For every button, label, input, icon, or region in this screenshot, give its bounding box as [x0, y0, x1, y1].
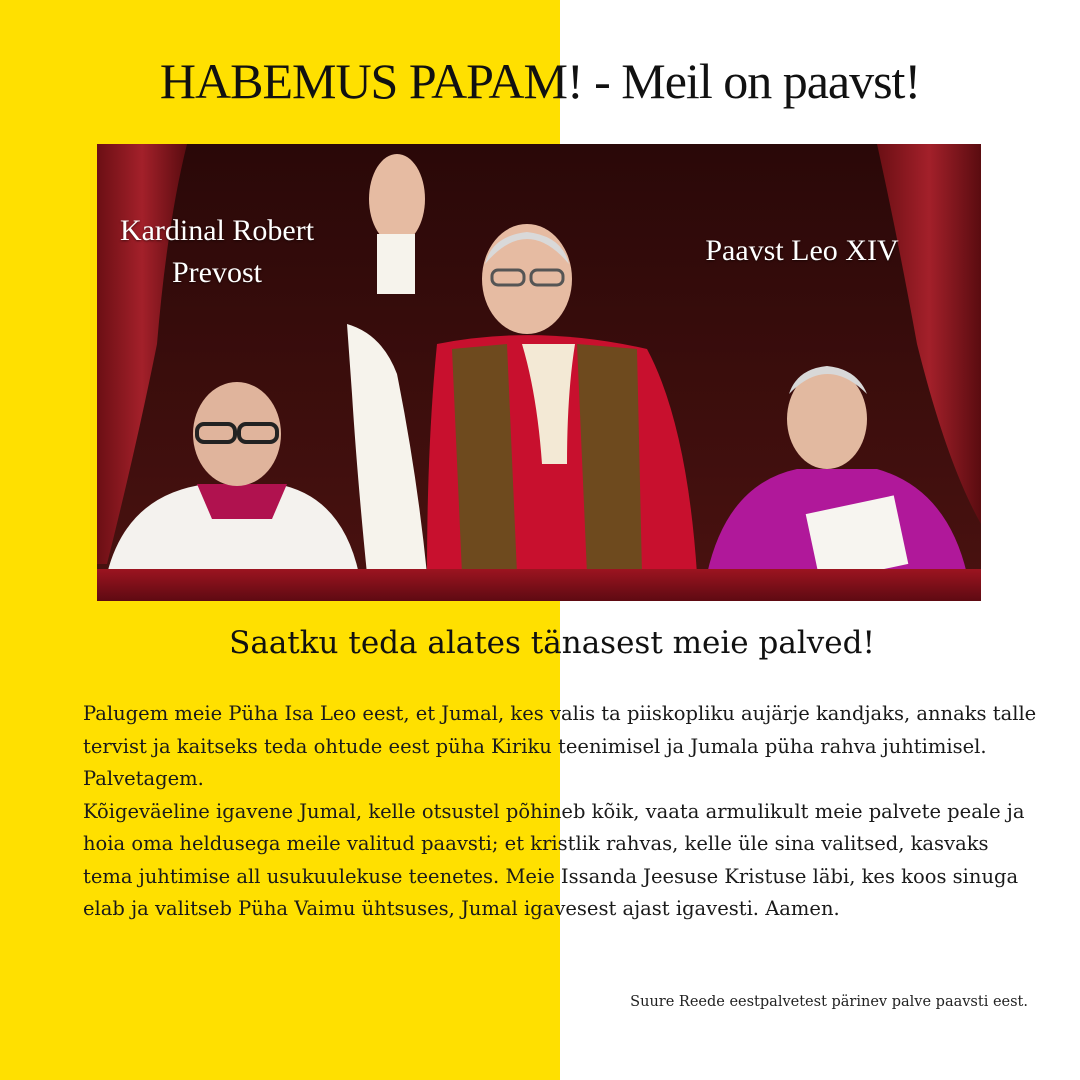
title-latin: HABEMUS PAPAM! — [159, 53, 583, 109]
prayer-paragraph-invitation: Palvetagem. — [83, 767, 204, 790]
page-title — [0, 52, 1080, 110]
prayer-text — [83, 698, 1043, 926]
balcony-drape — [97, 569, 981, 601]
label-cardinal-name: Kardinal Robert Prevost — [119, 214, 315, 289]
prayer-heading: Saatku teda alates tänasest meie palved! — [229, 625, 875, 661]
title-estonian: Meil on paavst! — [621, 53, 921, 109]
prayer-paragraph-intercession: Palugem meie Püha Isa Leo eest, et Jumal, kes valis ta piiskopliku aujärje kandjaks, annaks talle tervist ja kaitseks teda ohtude eest püha Kiriku teenimisel ja Jumala püha rahva juhtimisel. — [83, 702, 1037, 758]
label-pope-name: Paavst Leo XIV — [705, 234, 899, 267]
title-separator: - — [582, 53, 622, 109]
source-note: Suure Reede eestpalvetest pärinev palve paavsti eest. — [630, 994, 1028, 1010]
prayer-paragraph-collect: Kõigeväeline igavene Jumal, kelle otsustel põhineb kõik, vaata armulikult meie palvete peale ja hoia oma heldusega meile valitud paavsti; et kristlik rahvas, kelle üle sina valitsed, kasvaks tema juhtimise all usukuulekuse teenetes. Meie Issanda Jeesuse Kristuse läbi, kes koos sinuga elab ja valitseb Püha Vaimu ühtsuses, Jumal igavesest ajast igavesti. Aamen. — [83, 799, 1025, 920]
balcony-photo — [97, 144, 981, 601]
